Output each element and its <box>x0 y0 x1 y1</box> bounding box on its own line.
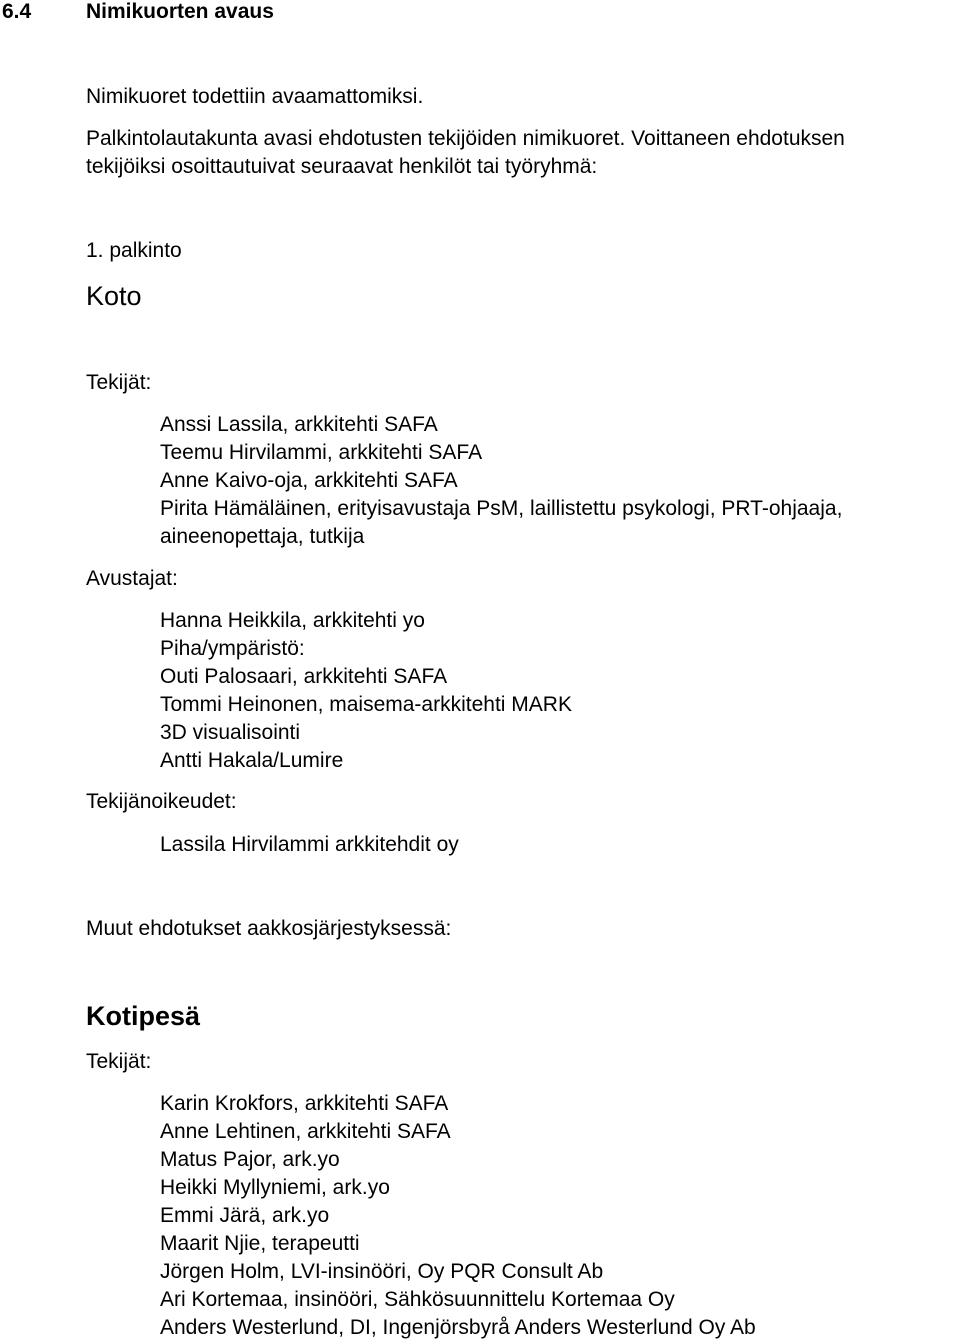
rights-holder: Lassila Hirvilammi arkkitehdit oy <box>160 833 459 856</box>
list-item: Teemu Hirvilammi, arkkitehti SAFA <box>160 441 483 464</box>
list-item: Anne Kaivo-oja, arkkitehti SAFA <box>160 469 458 492</box>
prize-label: 1. palkinto <box>86 239 182 262</box>
list-item: Piha/ympäristö: <box>160 637 305 660</box>
list-item: Karin Krokfors, arkkitehti SAFA <box>160 1092 449 1115</box>
section-number: 6.4 <box>2 0 32 23</box>
entry-authors-label: Tekijät: <box>86 1050 152 1073</box>
list-item: Anssi Lassila, arkkitehti SAFA <box>160 413 438 436</box>
list-item: Ari Kortemaa, insinööri, Sähkösuunnittelu Kortemaa Oy <box>160 1288 675 1311</box>
list-item: Matus Pajor, ark.yo <box>160 1148 340 1171</box>
rights-label: Tekijänoikeudet: <box>86 790 237 813</box>
list-item: Anders Westerlund, DI, Ingenjörsbyrå Anders Westerlund Oy Ab <box>160 1316 756 1339</box>
list-item: aineenopettaja, tutkija <box>160 525 365 548</box>
winner-authors-label: Tekijät: <box>86 371 152 394</box>
list-item: Antti Hakala/Lumire <box>160 749 344 772</box>
intro-line-3: tekijöiksi osoittautuivat seuraavat henkilöt tai työryhmä: <box>86 155 598 178</box>
list-item: Emmi Järä, ark.yo <box>160 1204 330 1227</box>
list-item: Heikki Myllyniemi, ark.yo <box>160 1176 390 1199</box>
assistants-label: Avustajat: <box>86 567 178 590</box>
list-item: 3D visualisointi <box>160 721 301 744</box>
intro-line-1: Nimikuoret todettiin avaamattomiksi. <box>86 85 424 108</box>
list-item: Hanna Heikkila, arkkitehti yo <box>160 609 425 632</box>
list-item: Outi Palosaari, arkkitehti SAFA <box>160 665 448 688</box>
list-item: Anne Lehtinen, arkkitehti SAFA <box>160 1120 451 1143</box>
list-item: Jörgen Holm, LVI-insinööri, Oy PQR Consult Ab <box>160 1260 604 1283</box>
winner-name: Koto <box>86 281 142 311</box>
list-item: Maarit Njie, terapeutti <box>160 1232 360 1255</box>
entry-authors-list <box>160 1090 756 1342</box>
intro-line-2: Palkintolautakunta avasi ehdotusten tekijöiden nimikuoret. Voittaneen ehdotuksen <box>86 127 845 150</box>
entry-name: Kotipesä <box>86 1001 201 1031</box>
assistants-list <box>160 607 572 775</box>
section-title: Nimikuorten avaus <box>86 0 274 23</box>
list-item: Tommi Heinonen, maisema-arkkitehti MARK <box>160 693 572 716</box>
others-heading: Muut ehdotukset aakkosjärjestyksessä: <box>86 917 452 940</box>
winner-authors-list <box>160 411 842 551</box>
list-item: Pirita Hämäläinen, erityisavustaja PsM, laillistettu psykologi, PRT-ohjaaja, <box>160 497 843 520</box>
